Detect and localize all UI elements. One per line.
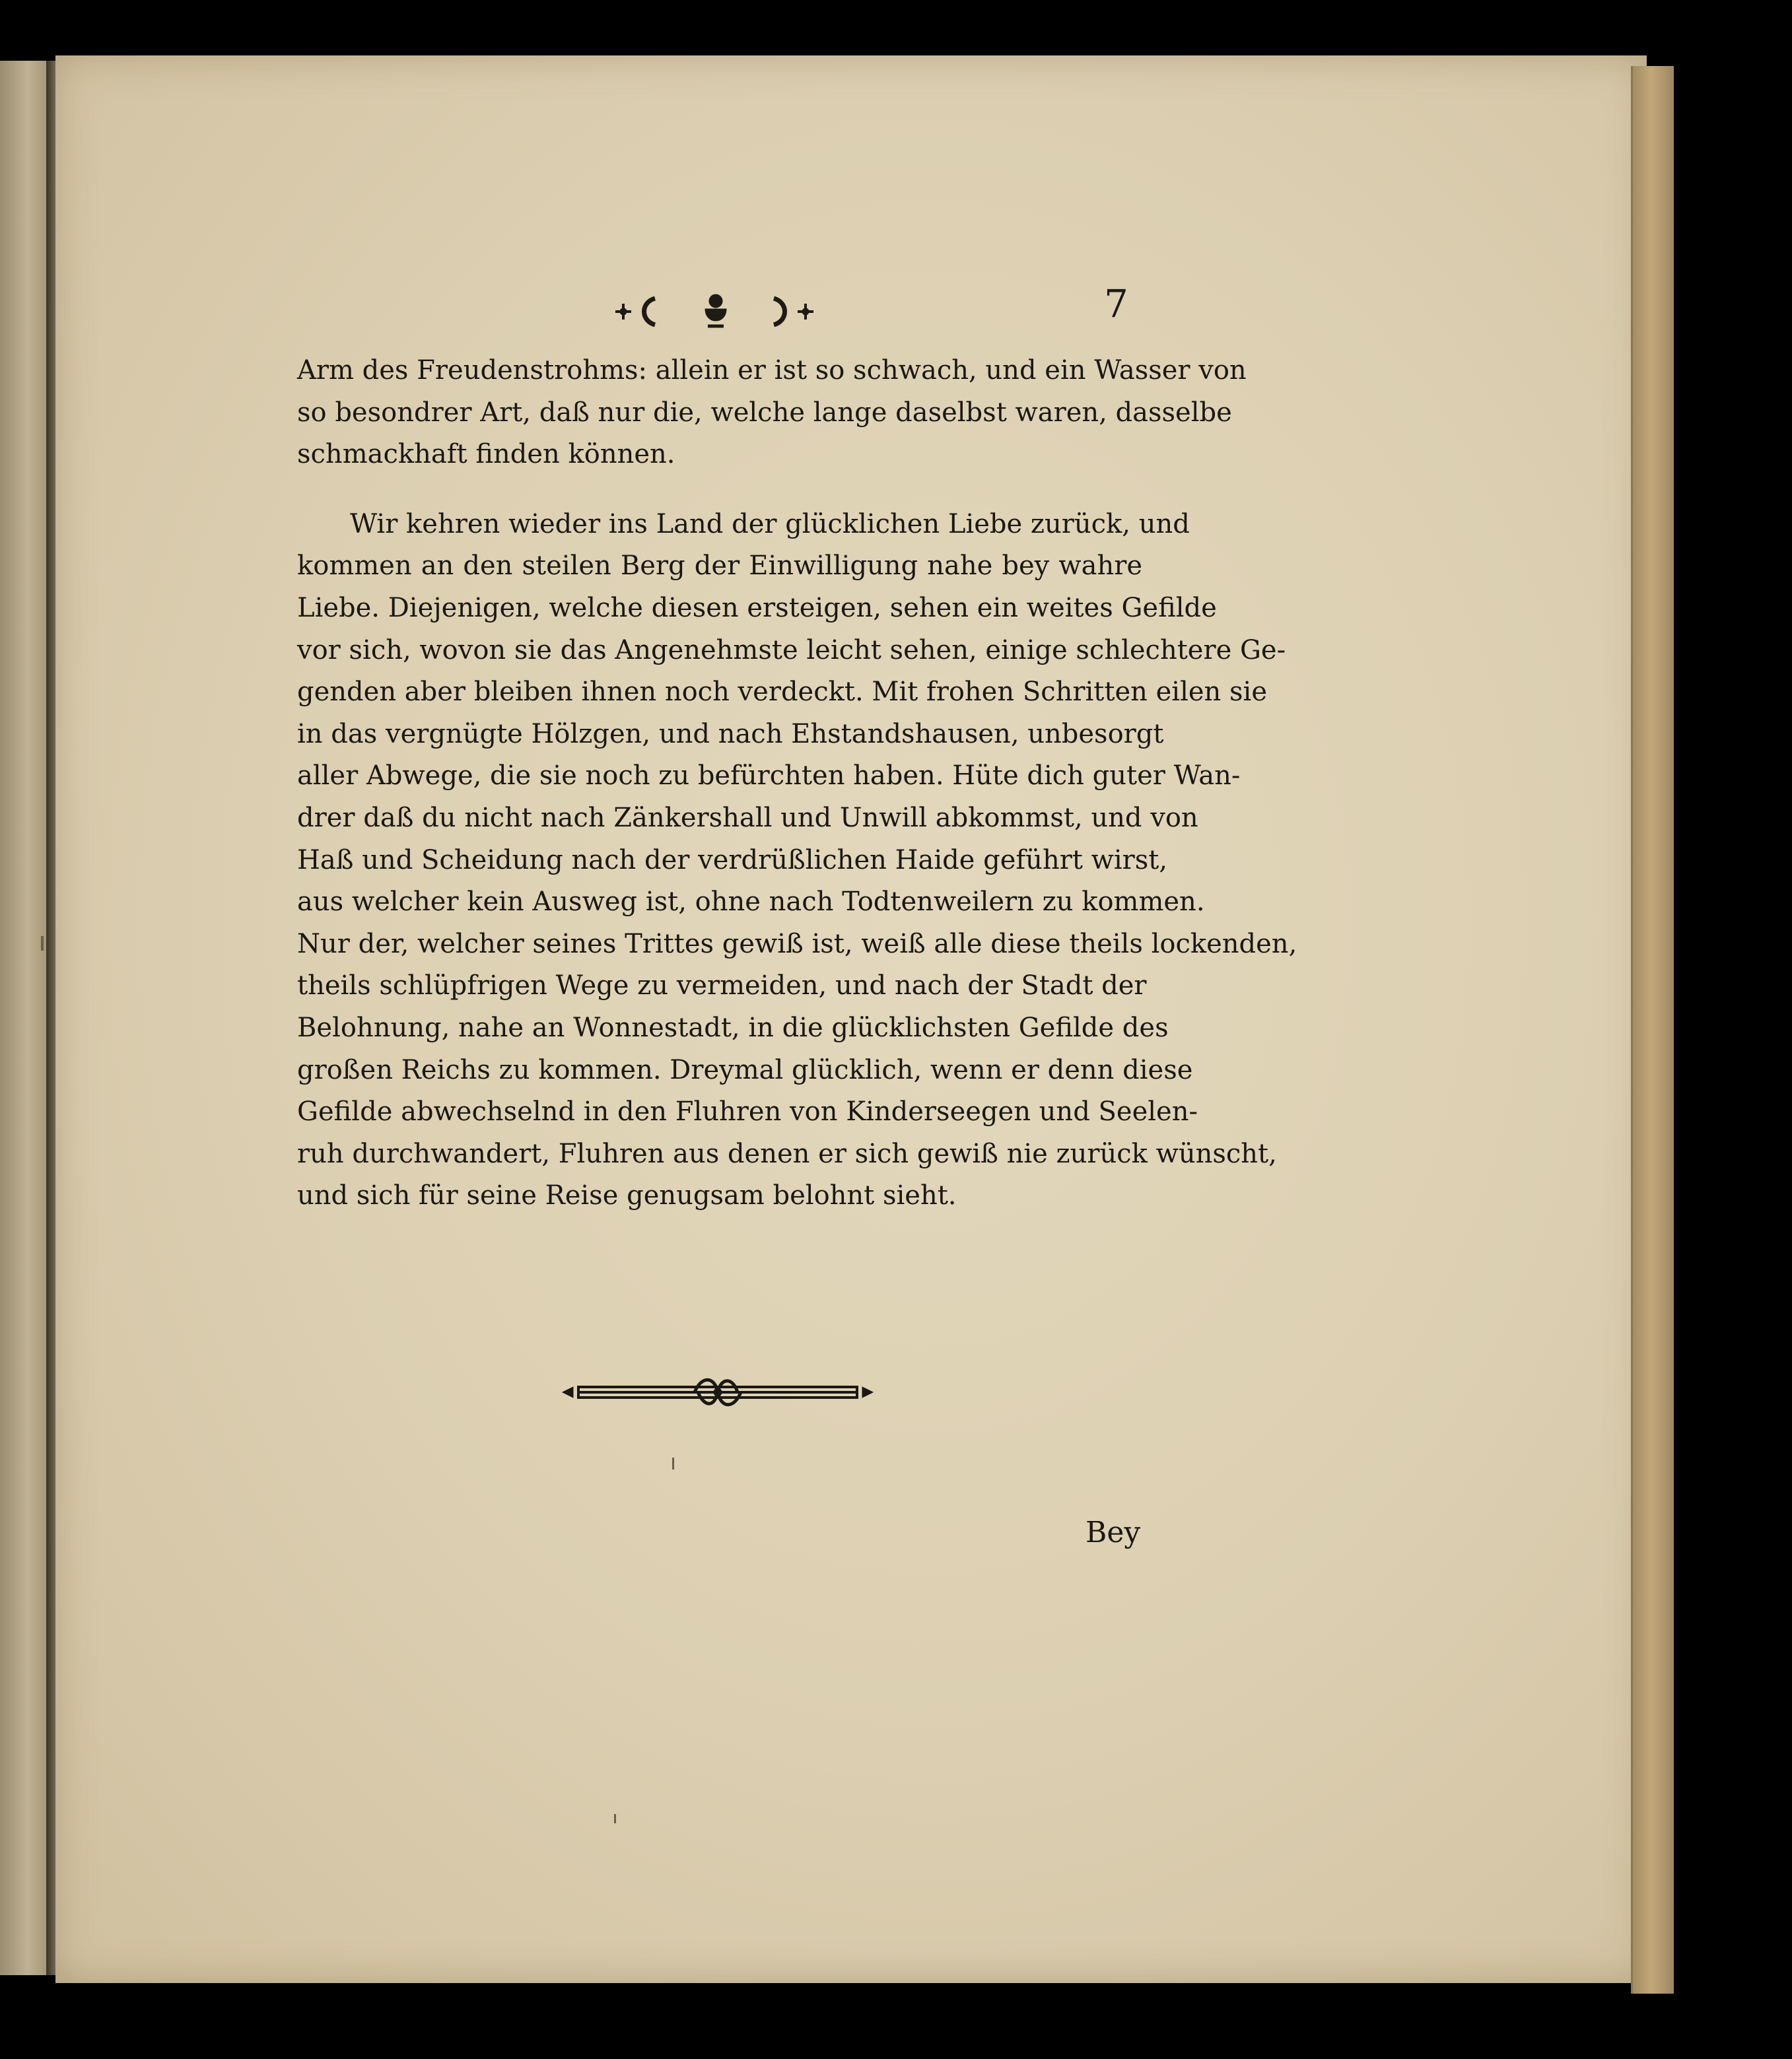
page-mark — [614, 1814, 616, 1823]
text-line: Haß und Scheidung nach der verdrüßlichen Haide geführt wirst, — [297, 844, 1168, 875]
decorative-rule-icon — [563, 1369, 873, 1415]
text-line: so besondrer Art, daß nur die, welche lange daselbst waren, dasselbe — [297, 397, 1232, 428]
left-facing-page-edge — [0, 61, 50, 1975]
text-line: und sich für seine Reise genugsam belohnt sieht. — [297, 1180, 957, 1211]
body-text — [297, 350, 1297, 1217]
text-line: Belohnung, nahe an Wonnestadt, in die glücklichsten Gefilde des — [297, 1012, 1169, 1043]
text-line: Gefilde abwechselnd in den Fluhren von Kinderseegen und Seelen- — [297, 1097, 1198, 1128]
paragraph-gap — [297, 476, 1142, 504]
text-line: Nur der, welcher seines Trittes gewiß ist, weiß alle diese theils lockenden, — [297, 928, 1297, 959]
text-line: theils schlüpfrigen Wege zu vermeiden, und nach der Stadt der — [297, 970, 1147, 1001]
text-line: kommen an den steilen Berg der Einwilligung nahe bey wahre — [297, 551, 1142, 582]
text-line: ruh durchwandert, Fluhren aus denen er sich gewiß nie zurück wünscht, — [297, 1138, 1277, 1169]
text-line: drer daß du nicht nach Zänkershall und Unwill abkommst, und von — [297, 802, 1198, 833]
text-line: Wir kehren wieder ins Land der glücklichen Liebe zurück, und — [350, 508, 1190, 539]
text-line: vor sich, wovon sie das Angenehmste leicht sehen, einige schlechtere Ge- — [297, 634, 1286, 665]
page-mark — [672, 1458, 674, 1469]
text-line: aller Abwege, die sie noch zu befürchten haben. Hüte dich guter Wan- — [297, 760, 1241, 792]
header-ornament-icon — [609, 289, 820, 331]
text-line: schmackhaft finden können. — [297, 439, 675, 470]
text-line: Liebe. Diejenigen, welche diesen ersteigen, sehen ein weites Gefilde — [297, 592, 1217, 623]
text-line: großen Reichs zu kommen. Dreymal glücklich, wenn er denn diese — [297, 1054, 1193, 1085]
catchword: Bey — [1086, 1516, 1141, 1549]
text-line: Arm des Freudenstrohms: allein er ist so schwach, und ein Wasser von — [297, 355, 1247, 386]
text-line: in das vergnügte Hölzgen, und nach Ehstandshausen, unbesorgt — [297, 718, 1164, 749]
page-mark — [41, 936, 44, 951]
page-number: 7 — [1104, 281, 1128, 326]
text-line: aus welcher kein Ausweg ist, ohne nach Todtenweilern zu kommen. — [297, 887, 1205, 918]
cover-board-edge — [1631, 66, 1674, 1994]
text-line: genden aber bleiben ihnen noch verdeckt. Mit frohen Schritten eilen sie — [297, 677, 1268, 708]
